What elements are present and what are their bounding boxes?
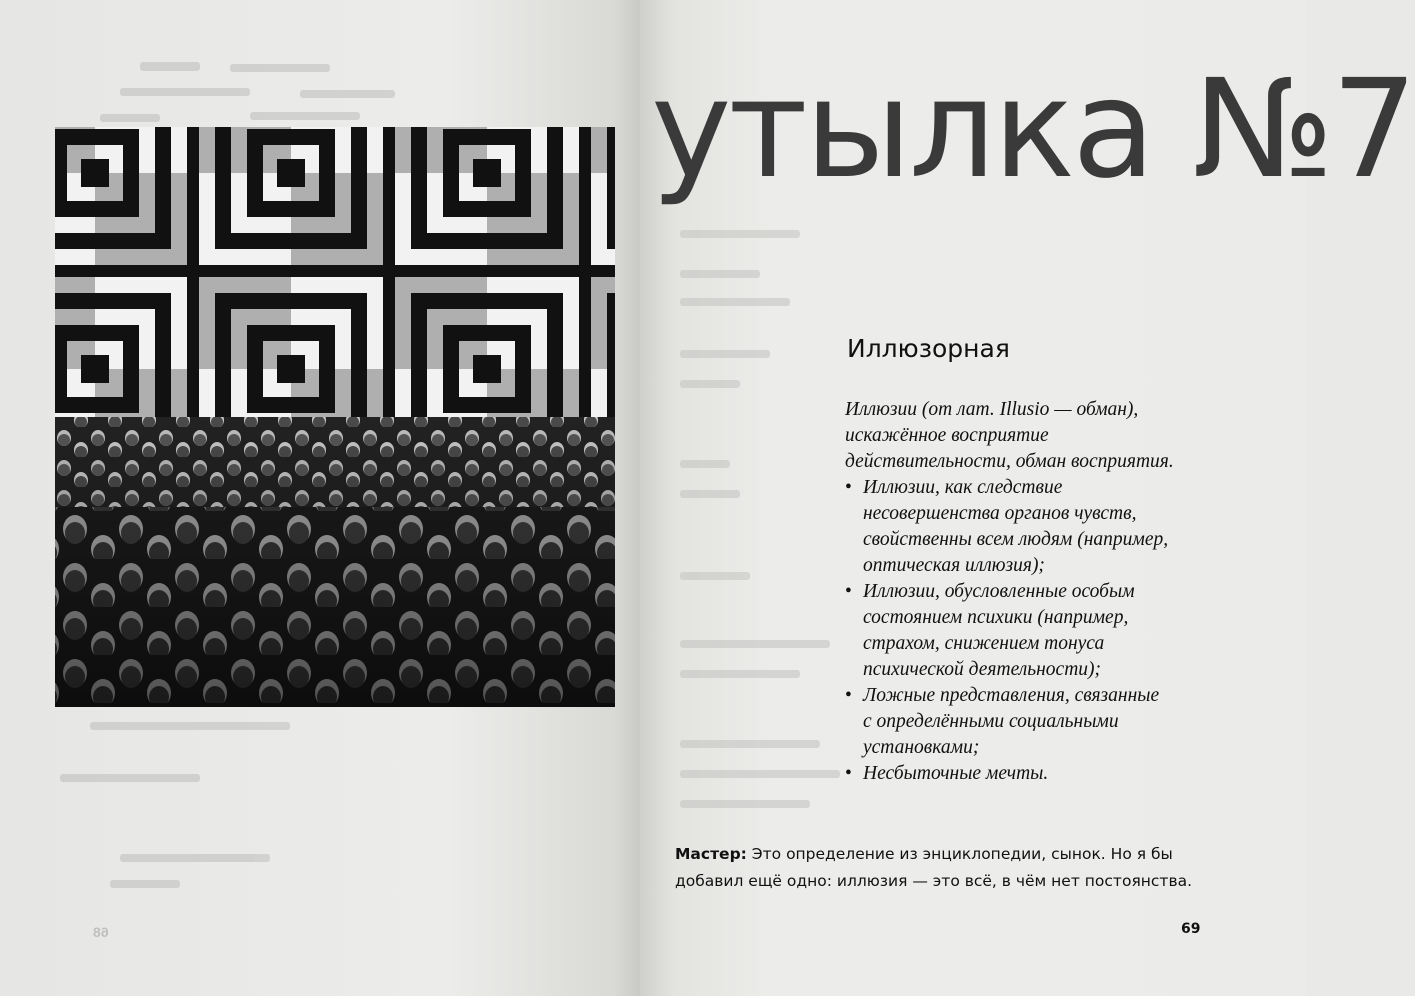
page-number: 69 bbox=[1181, 921, 1201, 937]
op-art-audience-photo bbox=[55, 127, 615, 707]
bullet-item bbox=[845, 761, 1215, 787]
bullet-item bbox=[845, 475, 1215, 579]
bullet-icon: • bbox=[845, 581, 852, 602]
bullet-line: Иллюзии, как следствие bbox=[863, 477, 1063, 498]
definition-line: Иллюзии (от лат. Illusio — обман), bbox=[845, 399, 1139, 420]
bullet-line: психической деятельности); bbox=[863, 659, 1102, 680]
definition-bullet-list bbox=[845, 475, 1215, 787]
definition-line: искажённое восприятие bbox=[845, 425, 1049, 446]
bullet-line: оптическая иллюзия); bbox=[863, 555, 1045, 576]
chapter-title: утылка №7 bbox=[651, 51, 1415, 209]
bullet-line: страхом, снижением тонуса bbox=[863, 633, 1105, 654]
definition-line: действительности, обман восприятия. bbox=[845, 451, 1174, 472]
bullet-icon: • bbox=[845, 685, 852, 706]
dialogue-text: Это определение из энциклопедии, сынок. Но я бы bbox=[746, 845, 1173, 863]
definition-block bbox=[845, 397, 1215, 787]
left-page bbox=[0, 0, 640, 996]
master-dialogue bbox=[675, 841, 1235, 895]
bullet-line: с определёнными социальными bbox=[863, 711, 1119, 732]
mirrored-page-number: 68 bbox=[93, 924, 109, 940]
bullet-line: установками; bbox=[863, 737, 980, 758]
dialogue-line: добавил ещё одно: иллюзия — это всё, в чём нет постоянства. bbox=[675, 872, 1193, 890]
bullet-line: Ложные представления, связанные bbox=[863, 685, 1160, 706]
bullet-icon: • bbox=[845, 763, 852, 784]
bullet-item bbox=[845, 683, 1215, 761]
section-title: Иллюзорная bbox=[847, 334, 1010, 363]
bullet-line: состоянием психики (например, bbox=[863, 607, 1129, 628]
bullet-line: несовершенства органов чувств, bbox=[863, 503, 1137, 524]
photo-illustration bbox=[55, 127, 615, 707]
bullet-item bbox=[845, 579, 1215, 683]
dialogue-line bbox=[675, 841, 1235, 868]
bullet-line: свойственны всем людям (например, bbox=[863, 529, 1169, 550]
definition-intro bbox=[845, 397, 1215, 475]
bullet-icon: • bbox=[845, 477, 852, 498]
bullet-line: Иллюзии, обусловленные особым bbox=[863, 581, 1135, 602]
bullet-line: Несбыточные мечты. bbox=[863, 763, 1049, 784]
speaker-label: Мастер: bbox=[675, 845, 747, 863]
right-page bbox=[640, 0, 1415, 996]
